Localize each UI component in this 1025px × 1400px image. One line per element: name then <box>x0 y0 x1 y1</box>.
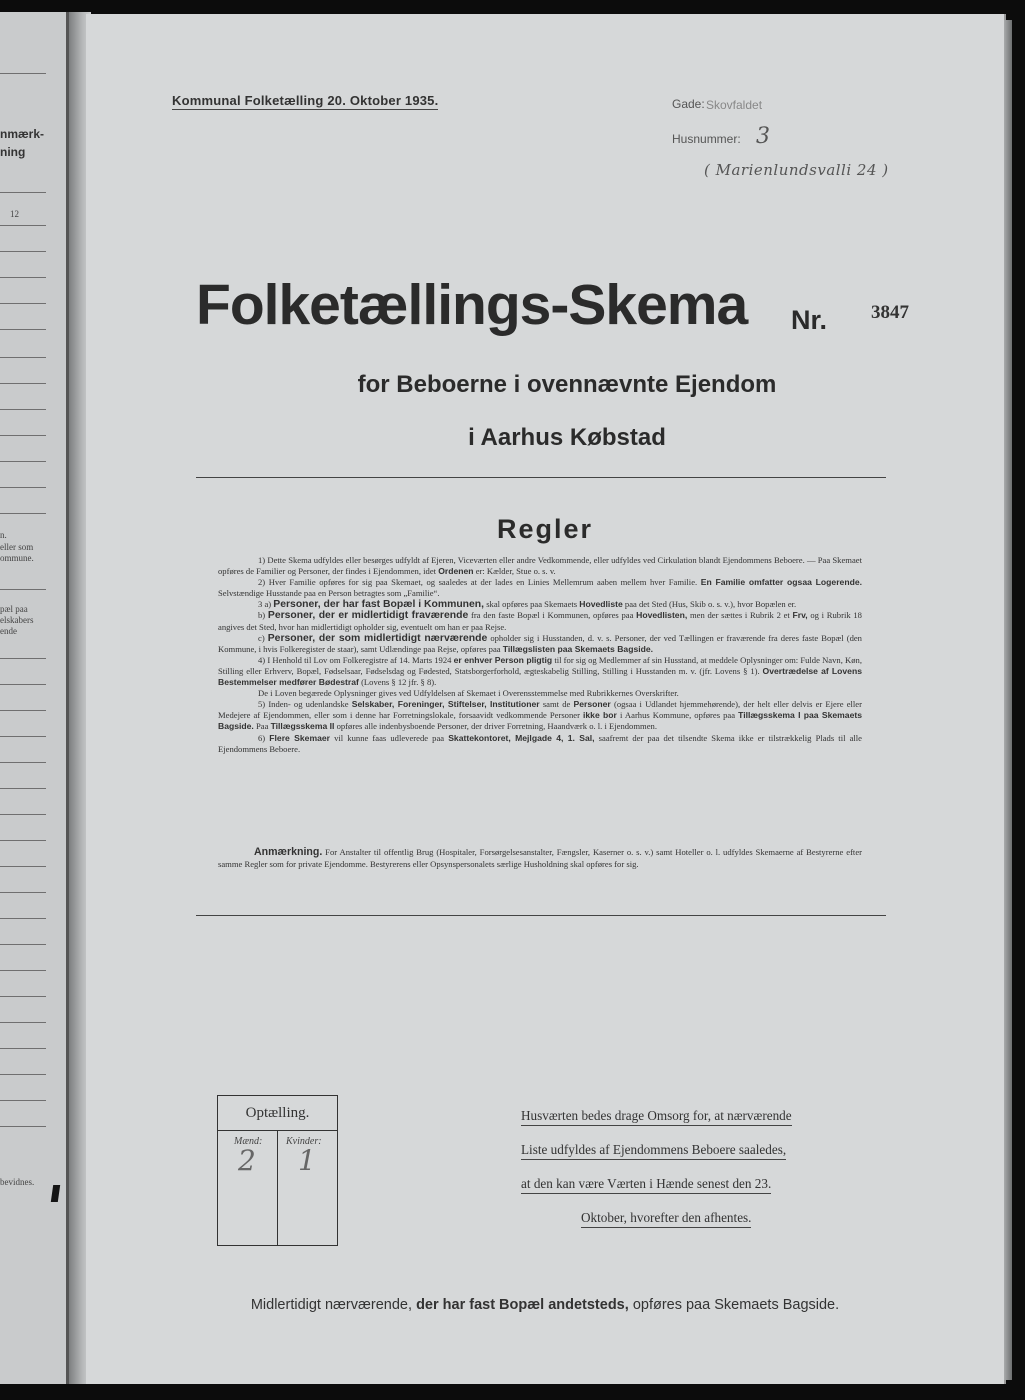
street-label: Gade: <box>672 97 705 111</box>
ruled-line <box>0 970 46 971</box>
ruled-line <box>0 357 46 358</box>
ruled-line <box>0 1074 46 1075</box>
prev-side-note: ommune. <box>0 553 34 563</box>
notice-line: Liste udfyldes af Ejendommens Beboere saaledes, <box>521 1142 786 1160</box>
ruled-line <box>0 251 46 252</box>
notice-line: Husværten bedes drage Omsorg for, at nærværende <box>521 1108 792 1126</box>
annotation-text: For Anstalter til offentlig Brug (Hospitaler, Forsørgelsesanstalter, Fængsler, Kaserner o. s. v.) samt Hoteller o. l. udfyldes Skemaerne af Bestyrerne efter samme Regler som for private Ejendomme. Bestyrerens eller Opsynspersonalets særlige Husholdning skal opføres for sig. <box>218 847 862 869</box>
ruled-line <box>0 736 46 737</box>
ruled-line <box>0 73 46 74</box>
census-form-page <box>86 14 1006 1384</box>
ruled-line <box>0 435 46 436</box>
prev-header-line: nmærk- <box>0 127 45 141</box>
divider <box>196 477 886 478</box>
prev-side-note: pæl paa <box>0 604 28 614</box>
ruled-line <box>0 1048 46 1049</box>
prev-bottom-note: bevidnes. <box>0 1177 35 1187</box>
men-count: 2 <box>238 1144 256 1177</box>
ruled-line <box>0 1126 46 1127</box>
rule-2: 2) Hver Familie opføres for sig paa Skemaet, og saaledes at der lades en Linies Mellemrum aaben mellem hver Familie. En Familie omfatter ogsaa Logerende. Selvstændige Husstande paa en Person betragtes som „Familie“. <box>218 577 862 599</box>
footer-instruction: Midlertidigt nærværende, der har fast Bopæl andetsteds, opføres paa Skemaets Bagside. <box>250 1297 840 1313</box>
ruled-line <box>0 461 46 462</box>
ruled-line <box>0 866 46 867</box>
ruled-line <box>0 710 46 711</box>
rule-3b: b) Personer, der er midlertidigt fraværende fra den faste Bopæl i Kommunen, opføres paa Hovedlisten, men der sættes i Rubrik 2 et Frv, og i Rubrik 18 angives det Sted, hvor han midlertidigt opholder sig, eventuelt om han er paa Rejse. <box>218 610 862 632</box>
ruled-line <box>0 658 46 659</box>
ruled-line <box>0 277 46 278</box>
ruled-line <box>0 918 46 919</box>
rule-3c: c) Personer, der som midlertidigt nærværende opholder sig i Husstanden, d. v. s. Personer, der ved Tællingen er fraværende fra deres faste Bopæl (den Kommune, i hvis Folkeregister de staar), samt Udlændinge paa Rejse, opføres paa Tillægslisten paa Skemaets Bagside. <box>218 632 862 654</box>
house-number-value: 3 <box>756 124 770 149</box>
prev-header-line: ning <box>0 145 26 159</box>
rule-4b: De i Loven begærede Oplysninger gives ved Udfyldelsen af Skemaet i Overensstemmelse med Rubrikkernes Overskrifter. <box>258 688 679 699</box>
form-nr-label: Nr. <box>791 305 828 335</box>
ruled-line <box>0 762 46 763</box>
subtitle-residents: for Beboerne i ovennævnte Ejendom <box>357 371 777 398</box>
annotation-label: Anmærkning. <box>254 846 323 858</box>
prev-side-note: eller som <box>0 542 34 552</box>
ruled-line <box>0 303 46 304</box>
annotation <box>218 846 862 870</box>
rule-6: 6) Flere Skemaer vil kunne faas udleverede paa Skattekontoret, Mejlgade 4, 1. Sal, saafremt der paa det tilsendte Skema ikke er tilstrækkelig Plads til alle Ejendommens Beboere. <box>218 732 862 754</box>
ruled-line <box>0 1100 46 1101</box>
ruled-line <box>0 192 46 193</box>
women-label: Kvinder: <box>286 1136 322 1147</box>
form-number: 3847 <box>871 302 909 323</box>
ruled-line <box>0 487 46 488</box>
notice-line: Oktober, hvorefter den afhentes. <box>581 1210 751 1228</box>
house-number-label: Husnummer: <box>672 132 741 146</box>
rules-text <box>218 555 862 755</box>
ruled-line <box>0 684 46 685</box>
notice-line: at den kan være Værten i Hænde senest den 23. <box>521 1176 771 1194</box>
rule-1: 1) Dette Skema udfyldes eller besørges udfyldt af Ejeren, Viceværten eller andre Vedkommende, eller udfyldes ved Cirkulation blandt Ejendommens Beboere. — Paa Skemaet opføres de Familier og Personer, der findes i Ejendommen, idet Ordenen er: Kælder, Stue o. s. v. <box>218 555 862 577</box>
ruled-line <box>0 1022 46 1023</box>
women-count: 1 <box>298 1144 316 1177</box>
subtitle-town: i Aarhus Købstad <box>468 424 666 451</box>
page-edge <box>1004 20 1012 1380</box>
divider <box>196 915 886 916</box>
rule-4: 4) I Henhold til Lov om Folkeregistre af 14. Marts 1924 er enhver Person pligtig til for sig og Medlemmer af sin Husstand, at meddele Oplysninger om: Fulde Navn, Køn, Stilling eller Erhverv, Bopæl, Fødselsaar, Fødselsdag og Fødested, Statsborgerforhold, ægteskabelig Stilling, Stilling i Husstanden m. v. (jfr. Lovens § 1). Overtrædelse af Lovens Bestemmelser medfører Bødestraf (Lovens § 12 jfr. § 8). <box>218 654 862 688</box>
count-box <box>217 1095 338 1246</box>
rule-5: 5) Inden- og udenlandske Selskaber, Foreninger, Stiftelser, Institutioner samt de Personer (ogsaa i Udlandet hjemmehørende), der helt eller delvis er Ejere eller Medejere af Ejendommen, eller som i denne har Forretningslokale, forsaavidt vedkommende Personer ikke bor i Aarhus Kommune, opføres paa Tillægsskema I paa Skemaets Bagside. Paa Tillægsskema II opføres alle indenbysboende Personer, der driver Forretning, Haandværk o. l. i Ejendommen. <box>218 699 862 732</box>
handwritten-address-note: ( Marienlundsvalli 24 ) <box>704 161 889 179</box>
ruled-line <box>0 814 46 815</box>
rules-heading: Regler <box>496 514 594 544</box>
rule-3a: 3 a) Personer, der har fast Bopæl i Kommunen, skal opføres paa Skemaets Hovedliste paa det Sted (Hus, Skib o. s. v.), hvor Bopælen er. <box>258 599 797 611</box>
prev-column-number: 12 <box>10 209 19 219</box>
ruled-line <box>0 892 46 893</box>
census-header: Kommunal Folketælling 20. Oktober 1935. <box>172 93 439 108</box>
count-box-divider <box>277 1131 278 1245</box>
previous-page-edge <box>0 12 69 1384</box>
ruled-line <box>0 944 46 945</box>
men-label: Mænd: <box>234 1136 263 1147</box>
ruled-line <box>0 513 46 514</box>
street-value: Skovfaldet <box>706 98 763 112</box>
count-box-title: Optælling. <box>218 1096 337 1131</box>
ruled-line <box>0 996 46 997</box>
ruled-line <box>0 409 46 410</box>
ruled-line <box>0 788 46 789</box>
prev-side-note: ende <box>0 626 17 636</box>
ruled-line <box>0 329 46 330</box>
ruled-line <box>0 383 46 384</box>
prev-side-note: elskabers <box>0 615 34 625</box>
ruled-line <box>0 225 46 226</box>
form-title: Folketællings-Skema <box>196 273 748 337</box>
prev-side-note: n. <box>0 530 7 540</box>
ruled-line <box>0 840 46 841</box>
ruled-line <box>0 589 46 590</box>
